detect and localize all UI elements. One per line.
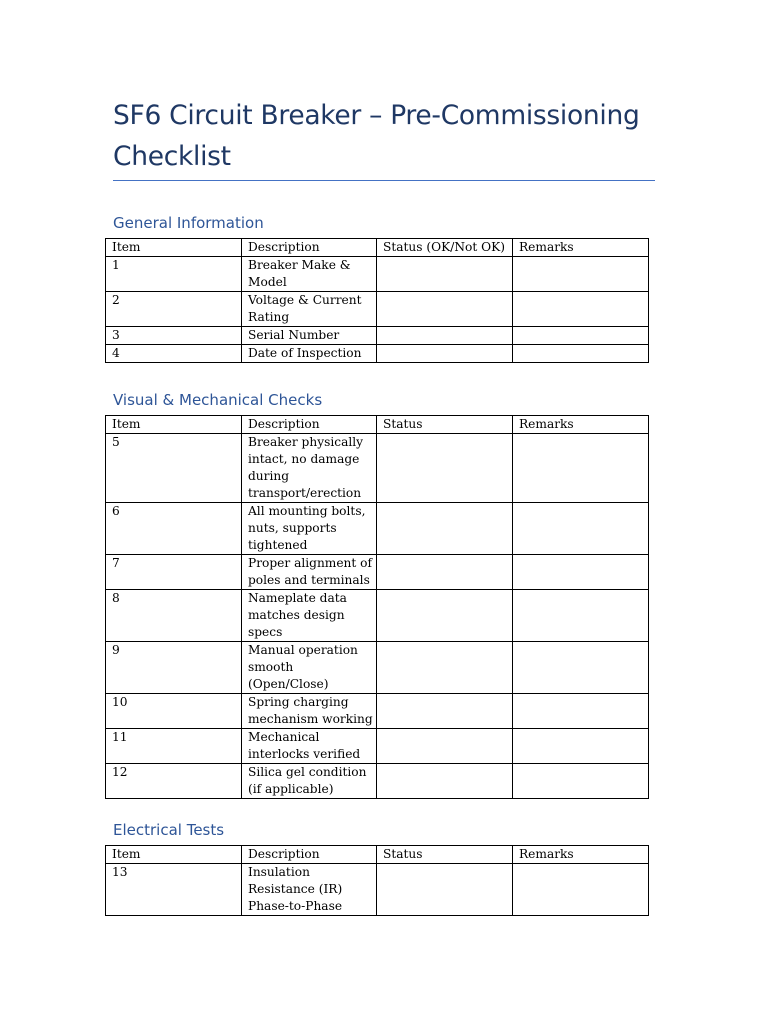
header-status: Status: [377, 846, 513, 864]
table-header-row: [106, 846, 649, 864]
item-cell: 12: [106, 764, 242, 799]
table-row: [106, 590, 649, 642]
description-cell: All mounting bolts, nuts, supports tightened: [242, 503, 377, 555]
status-cell[interactable]: [377, 864, 513, 916]
status-cell[interactable]: [377, 434, 513, 503]
remarks-cell[interactable]: [513, 257, 649, 292]
description-cell: Date of Inspection: [242, 345, 377, 363]
item-cell: 6: [106, 503, 242, 555]
remarks-cell[interactable]: [513, 292, 649, 327]
table-header-row: [106, 239, 649, 257]
table-header-row: [106, 416, 649, 434]
description-cell: Mechanical interlocks verified: [242, 729, 377, 764]
remarks-cell[interactable]: [513, 590, 649, 642]
table-row: [106, 292, 649, 327]
item-cell: 11: [106, 729, 242, 764]
table-row: [106, 434, 649, 503]
header-status: Status (OK/Not OK): [377, 239, 513, 257]
header-description: Description: [242, 239, 377, 257]
page-title: SF6 Circuit Breaker – Pre-Commissioning Checklist: [113, 100, 640, 172]
status-cell[interactable]: [377, 764, 513, 799]
electrical-tests-table: [105, 845, 649, 916]
status-cell[interactable]: [377, 503, 513, 555]
header-status: Status: [377, 416, 513, 434]
remarks-cell[interactable]: [513, 642, 649, 694]
description-cell: Spring charging mechanism working: [242, 694, 377, 729]
remarks-cell[interactable]: [513, 729, 649, 764]
general-information-table: [105, 238, 649, 363]
header-remarks: Remarks: [513, 239, 649, 257]
description-cell: Manual operation smooth (Open/Close): [242, 642, 377, 694]
remarks-cell[interactable]: [513, 503, 649, 555]
item-cell: 5: [106, 434, 242, 503]
item-cell: 10: [106, 694, 242, 729]
header-description: Description: [242, 416, 377, 434]
status-cell[interactable]: [377, 345, 513, 363]
item-cell: 8: [106, 590, 242, 642]
remarks-cell[interactable]: [513, 434, 649, 503]
table-row: [106, 345, 649, 363]
table-row: [106, 764, 649, 799]
remarks-cell[interactable]: [513, 694, 649, 729]
header-description: Description: [242, 846, 377, 864]
status-cell[interactable]: [377, 694, 513, 729]
description-cell: Silica gel condition (if applicable): [242, 764, 377, 799]
header-item: Item: [106, 846, 242, 864]
item-cell: 2: [106, 292, 242, 327]
description-cell: Proper alignment of poles and terminals: [242, 555, 377, 590]
item-cell: 3: [106, 327, 242, 345]
table-row: [106, 555, 649, 590]
header-remarks: Remarks: [513, 846, 649, 864]
status-cell[interactable]: [377, 555, 513, 590]
item-cell: 9: [106, 642, 242, 694]
item-cell: 7: [106, 555, 242, 590]
title-underline: [113, 180, 655, 181]
table-row: [106, 327, 649, 345]
item-cell: 13: [106, 864, 242, 916]
status-cell[interactable]: [377, 292, 513, 327]
item-cell: 1: [106, 257, 242, 292]
description-cell: Insulation Resistance (IR) Phase-to-Phase: [242, 864, 377, 916]
status-cell[interactable]: [377, 642, 513, 694]
status-cell[interactable]: [377, 327, 513, 345]
status-cell[interactable]: [377, 729, 513, 764]
description-cell: Serial Number: [242, 327, 377, 345]
remarks-cell[interactable]: [513, 327, 649, 345]
section-heading-electrical-tests: Electrical Tests: [113, 821, 225, 839]
item-cell: 4: [106, 345, 242, 363]
remarks-cell[interactable]: [513, 345, 649, 363]
remarks-cell[interactable]: [513, 764, 649, 799]
section-heading-general-information: General Information: [113, 214, 264, 232]
remarks-cell[interactable]: [513, 864, 649, 916]
header-remarks: Remarks: [513, 416, 649, 434]
section-heading-visual-mechanical-checks: Visual & Mechanical Checks: [113, 391, 323, 409]
description-cell: Nameplate data matches design specs: [242, 590, 377, 642]
table-row: [106, 503, 649, 555]
table-row: [106, 694, 649, 729]
description-cell: Breaker Make & Model: [242, 257, 377, 292]
header-item: Item: [106, 239, 242, 257]
table-row: [106, 864, 649, 916]
description-cell: Voltage & Current Rating: [242, 292, 377, 327]
table-row: [106, 257, 649, 292]
visual-mechanical-checks-table: [105, 415, 649, 799]
status-cell[interactable]: [377, 590, 513, 642]
remarks-cell[interactable]: [513, 555, 649, 590]
status-cell[interactable]: [377, 257, 513, 292]
description-cell: Breaker physically intact, no damage during transport/erection: [242, 434, 377, 503]
header-item: Item: [106, 416, 242, 434]
table-row: [106, 642, 649, 694]
table-row: [106, 729, 649, 764]
